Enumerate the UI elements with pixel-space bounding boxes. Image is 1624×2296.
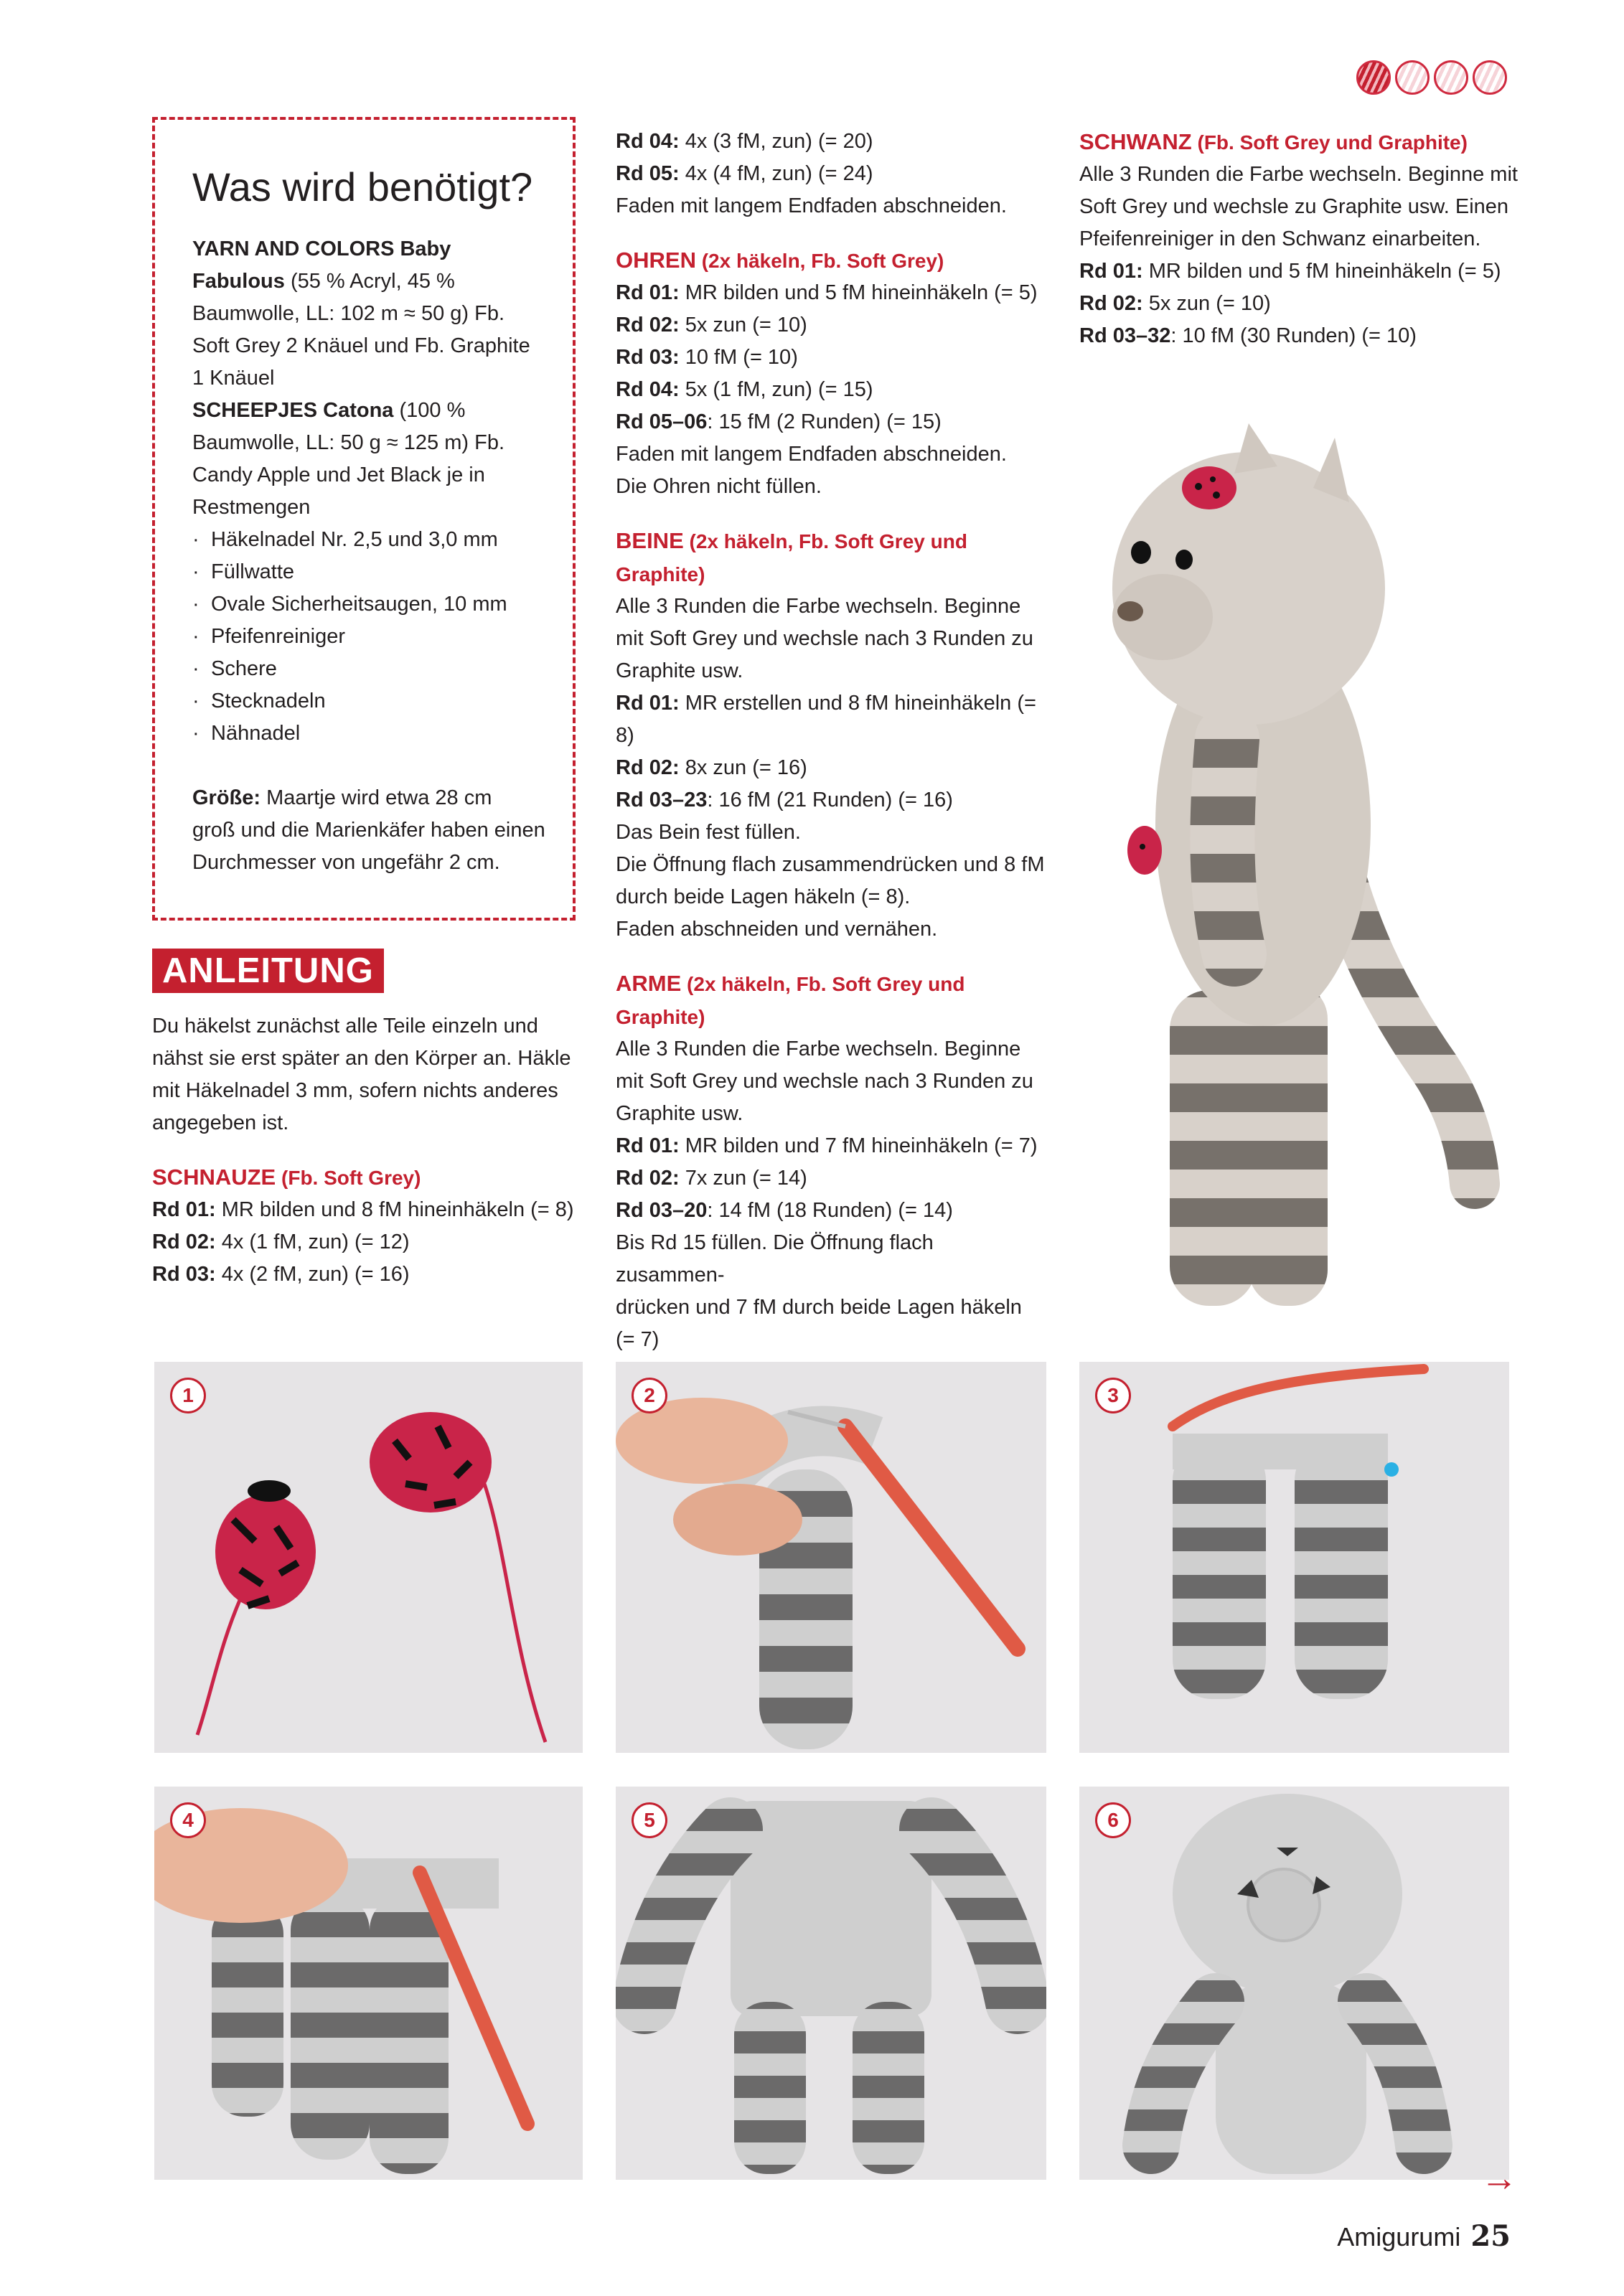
tool-item: · Schere bbox=[192, 657, 277, 680]
size-text: groß und die Marienkäfer haben einen bbox=[192, 819, 545, 842]
step-photo-2 bbox=[616, 1362, 1046, 1753]
round-row: Rd 03–32: 10 fM (30 Runden) (= 10) bbox=[1079, 324, 1417, 347]
yarn2-line: Candy Apple und Jet Black je in bbox=[192, 464, 485, 486]
round-row: Rd 03–20: 14 fM (18 Runden) (= 14) bbox=[616, 1199, 953, 1222]
size-label: Größe: bbox=[192, 786, 261, 809]
page-footer bbox=[1337, 2219, 1511, 2255]
round-row: Rd 01: MR bilden und 8 fM hineinhäkeln (= 8) bbox=[152, 1198, 574, 1221]
tool-item: · Stecknadeln bbox=[192, 690, 326, 712]
next-page-arrow-icon[interactable]: → bbox=[1480, 2158, 1518, 2199]
step-number-4: 4 bbox=[170, 1802, 206, 1838]
round-row: Rd 03: 4x (2 fM, zun) (= 16) bbox=[152, 1263, 410, 1286]
materials-title: Was wird benötigt? bbox=[192, 164, 533, 210]
step-number-5: 5 bbox=[632, 1802, 667, 1838]
step-number-3: 3 bbox=[1095, 1378, 1131, 1413]
yarn1-line: 1 Knäuel bbox=[192, 367, 275, 390]
round-row: Rd 02: 5x zun (= 10) bbox=[616, 314, 807, 337]
middle-column: Rd 04: 4x (3 fM, zun) (= 20) Rd 05: 4x (4 fM, zun) (= 24) Faden mit langem Endfaden abschneiden. OHREN (2x häkeln, Fb. Soft Grey) Rd 01: MR bilden und 5 fM hineinhäkeln (= 5) Rd 02: 5x zun (= 10) Rd 03: 10 fM (= 10) Rd 04: 5x (1 fM, zun) (= 15) Rd 05–06: 15 fM (2 Runden) (= 15) Faden mit langem Endfaden abschneiden. Die Ohren nicht füllen. BEINE (2x häkeln, Fb. Soft Grey und Graphite) Alle 3 Runden die Farbe wechseln. Beginne mit Soft Grey und wechsle nach 3 Runden zu Graphite usw. Rd 01: MR erstellen und 8 fM hineinhäkeln (= 8) Rd 02: 8x zun (= 16) Rd 03–23: 16 fM (21 Runden) (= 16) Das Bein fest füllen. Die Öffnung flach zusammendrücken und 8 fM durch beide Lagen häkeln (= 8). Faden abschneiden und vernähen. ARME (2x häkeln, Fb. Soft Grey und Graphite) Alle 3 Runden die Farbe wechseln. Beginne mit Soft Grey und wechsle nach 3 Runden zu Graphite usw. Rd 01: MR bilden und 7 fM hineinhäkeln (= 7) Rd 02: 7x zun (= 14) Rd 03–20: 14 fM (18 Runden) (= 14) Bis Rd 15 füllen. Die Öffnung flach zusammen- drücken und 7 fM durch beide Lagen häkeln (= 7) bbox=[616, 126, 1046, 1388]
round-row: Rd 01: MR bilden und 5 fM hineinhäkeln (= 5) bbox=[1079, 260, 1501, 283]
round-row: Rd 02: 4x (1 fM, zun) (= 12) bbox=[152, 1231, 410, 1253]
yarn1-line: Soft Grey 2 Knäuel und Fb. Graphite bbox=[192, 334, 530, 357]
schwanz-heading: SCHWANZ (Fb. Soft Grey und Graphite) bbox=[1079, 129, 1468, 154]
round-row: Rd 01: MR bilden und 5 fM hineinhäkeln (= 5) bbox=[616, 281, 1038, 304]
round-row: Rd 05–06: 15 fM (2 Runden) (= 15) bbox=[616, 410, 942, 433]
tool-item: · Häkelnadel Nr. 2,5 und 3,0 mm bbox=[192, 528, 498, 551]
progress-indicator bbox=[1356, 60, 1507, 95]
yarn2-name: SCHEEPJES Catona bbox=[192, 399, 394, 422]
tool-item: · Pfeifenreiniger bbox=[192, 625, 345, 648]
step-number-2: 2 bbox=[632, 1378, 667, 1413]
magazine-name: Amigurumi bbox=[1337, 2222, 1461, 2252]
step-photo-3 bbox=[1079, 1362, 1509, 1753]
materials-list bbox=[192, 233, 551, 879]
yarn-ball-icon bbox=[1434, 60, 1468, 95]
size-text: Maartje wird etwa 28 cm bbox=[261, 786, 492, 809]
round-row: Rd 01: MR erstellen und 8 fM hineinhäkeln (= 8) bbox=[616, 692, 1036, 747]
step-number-6: 6 bbox=[1095, 1802, 1131, 1838]
step-photo-4 bbox=[154, 1787, 583, 2180]
step-photo-6 bbox=[1079, 1787, 1509, 2180]
size-text: Durchmesser von ungefähr 2 cm. bbox=[192, 851, 500, 874]
right-column: SCHWANZ (Fb. Soft Grey und Graphite) Alle 3 Runden die Farbe wechseln. Beginne mit Soft Grey und wechsle zu Graphite usw. Einen Pfeifenreiniger in den Schwanz einarbeiten. Rd 01: MR bilden und 5 fM hineinhäkeln (= 5) Rd 02: 5x zun (= 10) Rd 03–32: 10 fM (30 Runden) (= 10) bbox=[1079, 126, 1524, 352]
crochet-cat-photo bbox=[1098, 423, 1500, 1320]
ohren-heading: OHREN (2x häkeln, Fb. Soft Grey) bbox=[616, 248, 944, 273]
round-row: Rd 03: 10 fM (= 10) bbox=[616, 346, 798, 369]
page-number: 25 bbox=[1470, 2219, 1511, 2253]
tool-item: · Nähnadel bbox=[192, 722, 301, 745]
round-row: Rd 04: 4x (3 fM, zun) (= 20) bbox=[616, 130, 873, 153]
round-row: Rd 02: 5x zun (= 10) bbox=[1079, 292, 1271, 315]
schnauze-heading: SCHNAUZE (Fb. Soft Grey) bbox=[152, 1165, 421, 1190]
round-row: Rd 03–23: 16 fM (21 Runden) (= 16) bbox=[616, 789, 953, 811]
yarn1-spec: (55 % Acryl, 45 % bbox=[284, 270, 455, 293]
round-row: Rd 01: MR bilden und 7 fM hineinhäkeln (= 7) bbox=[616, 1134, 1038, 1157]
step-photo-5 bbox=[616, 1787, 1046, 2180]
yarn1-name: YARN AND COLORS Baby bbox=[192, 237, 451, 260]
yarn-ball-icon bbox=[1473, 60, 1507, 95]
yarn-ball-icon bbox=[1356, 60, 1391, 95]
yarn2-spec: (100 % bbox=[393, 399, 466, 422]
yarn1-line: Baumwolle, LL: 102 m ≈ 50 g) Fb. bbox=[192, 302, 505, 325]
anleitung-intro: Du häkelst zunächst alle Teile einzeln und nähst sie erst später an den Körper an. Häkle mit Häkelnadel 3 mm, sofern nichts anderes angegeben ist. SCHNAUZE (Fb. Soft Grey) Rd 01: MR bilden und 8 fM hineinhäkeln (= 8) Rd 02: 4x (1 fM, zun) (= 12) Rd 03: 4x (2 fM, zun) (= 16) bbox=[152, 1010, 583, 1291]
yarn1-name2: Fabulous bbox=[192, 270, 285, 293]
beine-heading: BEINE (2x häkeln, Fb. Soft Grey und bbox=[616, 528, 967, 553]
tool-item: · Ovale Sicherheitsaugen, 10 mm bbox=[192, 593, 507, 616]
round-row: Rd 02: 8x zun (= 16) bbox=[616, 756, 807, 779]
yarn-ball-icon bbox=[1395, 60, 1430, 95]
tool-item: · Füllwatte bbox=[192, 560, 295, 583]
round-row: Rd 04: 5x (1 fM, zun) (= 15) bbox=[616, 378, 873, 401]
yarn2-line: Restmengen bbox=[192, 496, 311, 519]
yarn2-line: Baumwolle, LL: 50 g ≈ 125 m) Fb. bbox=[192, 431, 505, 454]
round-row: Rd 02: 7x zun (= 14) bbox=[616, 1167, 807, 1190]
step-number-1: 1 bbox=[170, 1378, 206, 1413]
round-row: Rd 05: 4x (4 fM, zun) (= 24) bbox=[616, 162, 873, 185]
step-photo-1 bbox=[154, 1362, 583, 1753]
arme-heading: ARME (2x häkeln, Fb. Soft Grey und bbox=[616, 971, 965, 996]
section-heading-anleitung: ANLEITUNG bbox=[152, 949, 384, 993]
